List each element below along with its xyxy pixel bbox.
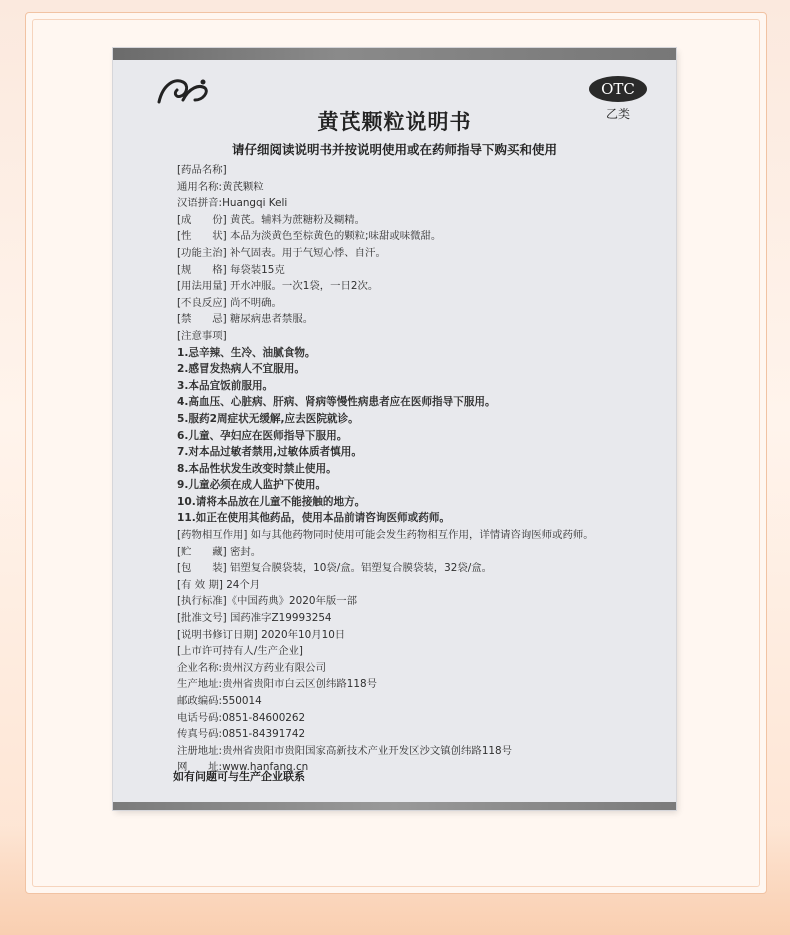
sheet-bottom-shadow: [113, 802, 676, 810]
leaflet-line: 2.感冒发热病人不宜服用。: [177, 363, 305, 376]
leaflet-line: 9.儿童必须在成人监护下使用。: [177, 479, 327, 492]
leaflet-line: [禁 忌] 糖尿病患者禁服。: [177, 313, 314, 326]
leaflet-sheet: [113, 48, 676, 810]
leaflet-line: 4.高血压、心脏病、肝病、肾病等慢性病患者应在医师指导下服用。: [177, 396, 496, 409]
leaflet-line: [贮 藏] 密封。: [177, 545, 262, 558]
leaflet-line: [功能主治] 补气固表。用于气短心悸、自汗。: [177, 246, 386, 259]
leaflet-line: 电话号码:0851-84600262: [177, 711, 306, 724]
leaflet-line: 通用名称:黄芪颗粒: [177, 180, 264, 193]
leaflet-line: [用法用量] 开水冲服。一次1袋，一日2次。: [177, 280, 379, 293]
leaflet-line: 汉语拼音:Huangqi Keli: [177, 197, 288, 210]
leaflet-body: [177, 162, 668, 776]
leaflet-line: 6.儿童、孕妇应在医师指导下服用。: [177, 429, 348, 442]
leaflet-line: [性 状] 本品为淡黄色至棕黄色的颗粒;味甜或味微甜。: [177, 230, 442, 243]
otc-badge: OTC: [589, 76, 647, 102]
leaflet-line: [有 效 期] 24个月: [177, 578, 261, 591]
leaflet-line: 11.如正在使用其他药品，使用本品前请咨询医师或药师。: [177, 512, 451, 525]
leaflet-line: 企业名称:贵州汉方药业有限公司: [177, 661, 326, 674]
leaflet-line: 传真号码:0851-84391742: [177, 728, 306, 741]
leaflet-line: [批准文号] 国药准字Z19993254: [177, 612, 332, 625]
brand-logo: [153, 74, 213, 108]
leaflet-line: 10.请将本品放在儿童不能接触的地方。: [177, 495, 366, 508]
leaflet-line: 生产地址:贵州省贵阳市白云区创纬路118号: [177, 678, 377, 691]
leaflet-line: 注册地址:贵州省贵阳市贵阳国家高新技术产业开发区沙文镇创纬路118号: [177, 744, 513, 757]
leaflet-line: [药品名称]: [177, 164, 227, 176]
document-title: 黄芪颗粒说明书: [317, 110, 472, 134]
leaflet-line: 8.本品性状发生改变时禁止使用。: [177, 462, 337, 475]
leaflet-line: [执行标准]《中国药典》2020年版一部: [177, 595, 358, 608]
otc-class-label: 乙类: [605, 107, 630, 121]
leaflet-line: [药物相互作用] 如与其他药物同时使用可能会发生药物相互作用，详情请咨询医师或药师。: [177, 529, 594, 542]
leaflet-line: 1.忌辛辣、生冷、油腻食物。: [177, 346, 316, 359]
leaflet-line: [规 格] 每袋装15克: [177, 263, 285, 276]
leaflet-line: [包 装] 铝塑复合膜袋装，10袋/盒。铝塑复合膜袋装，32袋/盒。: [177, 562, 493, 575]
leaflet-line: 网 址:www.hanfang.cn: [177, 761, 309, 774]
leaflet-line: [成 份] 黄芪。辅料为蔗糖粉及糊精。: [177, 213, 366, 226]
sheet-top-shadow: [113, 48, 676, 60]
document-subtitle: 请仔细阅读说明书并按说明使用或在药师指导下购买和使用: [231, 142, 557, 157]
leaflet-line: [注意事项]: [177, 329, 227, 342]
footer-note: 如有问题可与生产企业联系: [173, 770, 305, 783]
leaflet-line: 7.对本品过敏者禁用,过敏体质者慎用。: [177, 446, 362, 459]
leaflet-line: [说明书修订日期] 2020年10月10日: [177, 628, 346, 641]
leaflet-line: 3.本品宜饭前服用。: [177, 379, 274, 392]
leaflet-line: [不良反应] 尚不明确。: [177, 296, 282, 309]
leaflet-line: 邮政编码:550014: [177, 695, 262, 707]
leaflet-line: 5.服药2周症状无缓解,应去医院就诊。: [177, 412, 359, 425]
leaflet-line: [上市许可持有人/生产企业]: [177, 645, 303, 658]
